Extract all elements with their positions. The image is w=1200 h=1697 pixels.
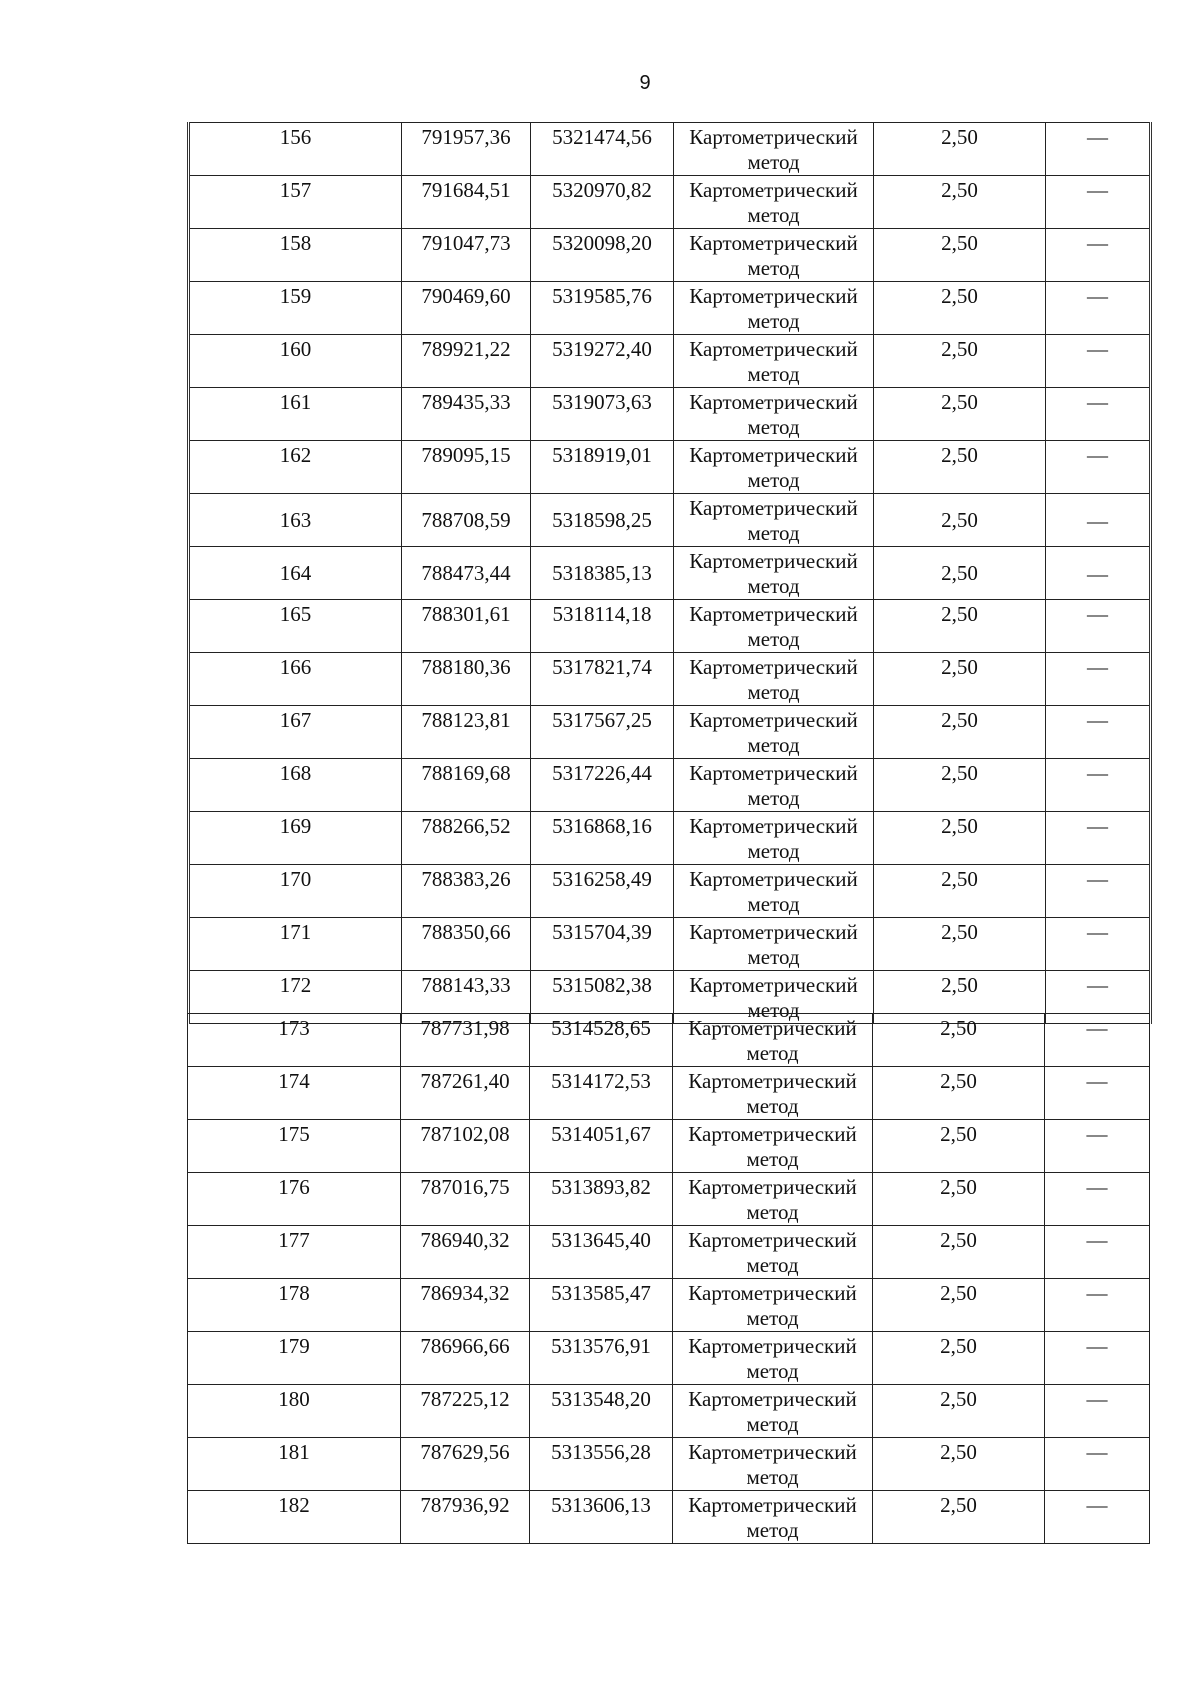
coord-x-cell: 789095,15: [402, 441, 531, 494]
accuracy-cell: 2,50: [873, 1014, 1045, 1067]
coord-x-cell: 791047,73: [402, 229, 531, 282]
table-row: [189, 706, 1151, 759]
method-cell: Картометрический метод: [674, 335, 874, 388]
coord-x-cell: 788301,61: [402, 600, 531, 653]
description-cell: —: [1046, 653, 1151, 706]
point-number-cell: 180: [188, 1385, 401, 1438]
coord-y-cell: 5318919,01: [531, 441, 674, 494]
method-cell: Картометрический метод: [673, 1226, 873, 1279]
description-cell: —: [1046, 388, 1151, 441]
table-row: [189, 176, 1151, 229]
coord-x-cell: 787102,08: [401, 1120, 530, 1173]
table-row: [189, 812, 1151, 865]
table-row: [189, 918, 1151, 971]
point-number-cell: 162: [189, 441, 402, 494]
coord-y-cell: 5317567,25: [531, 706, 674, 759]
table-row: [188, 1332, 1150, 1385]
table-row: [189, 494, 1151, 547]
point-number-cell: 157: [189, 176, 402, 229]
coord-x-cell: 788266,52: [402, 812, 531, 865]
table-row: [188, 1438, 1150, 1491]
method-cell: Картометрический метод: [674, 865, 874, 918]
coord-x-cell: 788473,44: [402, 547, 531, 600]
method-cell: Картометрический метод: [674, 123, 874, 176]
accuracy-cell: 2,50: [874, 706, 1046, 759]
coord-y-cell: 5314051,67: [530, 1120, 673, 1173]
point-number-cell: 170: [189, 865, 402, 918]
point-number-cell: 166: [189, 653, 402, 706]
coord-y-cell: 5320098,20: [531, 229, 674, 282]
method-cell: Картометрический метод: [673, 1120, 873, 1173]
coord-y-cell: 5313606,13: [530, 1491, 673, 1544]
coord-x-cell: 787629,56: [401, 1438, 530, 1491]
point-number-cell: 173: [188, 1014, 401, 1067]
method-cell: Картометрический метод: [674, 547, 874, 600]
point-number-cell: 161: [189, 388, 402, 441]
method-cell: Картометрический метод: [673, 1279, 873, 1332]
method-cell: Картометрический метод: [674, 441, 874, 494]
description-cell: —: [1046, 282, 1151, 335]
accuracy-cell: 2,50: [873, 1491, 1045, 1544]
table-row: [188, 1385, 1150, 1438]
description-cell: —: [1046, 547, 1151, 600]
table-row: [189, 653, 1151, 706]
point-number-cell: 167: [189, 706, 402, 759]
point-number-cell: 158: [189, 229, 402, 282]
point-number-cell: 182: [188, 1491, 401, 1544]
accuracy-cell: 2,50: [874, 918, 1046, 971]
coord-x-cell: 787225,12: [401, 1385, 530, 1438]
table-row: [188, 1120, 1150, 1173]
method-cell: Картометрический метод: [674, 706, 874, 759]
description-cell: —: [1045, 1438, 1150, 1491]
table-row: [189, 123, 1151, 176]
description-cell: —: [1046, 229, 1151, 282]
method-cell: Картометрический метод: [673, 1385, 873, 1438]
accuracy-cell: 2,50: [874, 176, 1046, 229]
accuracy-cell: 2,50: [874, 759, 1046, 812]
accuracy-cell: 2,50: [873, 1438, 1045, 1491]
accuracy-cell: 2,50: [873, 1067, 1045, 1120]
description-cell: —: [1046, 123, 1151, 176]
method-cell: Картометрический метод: [674, 229, 874, 282]
description-cell: —: [1045, 1173, 1150, 1226]
accuracy-cell: 2,50: [873, 1385, 1045, 1438]
accuracy-cell: 2,50: [874, 441, 1046, 494]
coord-y-cell: 5313576,91: [530, 1332, 673, 1385]
accuracy-cell: 2,50: [874, 388, 1046, 441]
coord-y-cell: 5318385,13: [531, 547, 674, 600]
method-cell: Картометрический метод: [674, 653, 874, 706]
description-cell: —: [1046, 865, 1151, 918]
coord-y-cell: 5313645,40: [530, 1226, 673, 1279]
coordinates-table-top: [187, 122, 1152, 1024]
accuracy-cell: 2,50: [874, 282, 1046, 335]
description-cell: —: [1045, 1491, 1150, 1544]
table-row: [188, 1067, 1150, 1120]
method-cell: Картометрический метод: [674, 600, 874, 653]
description-cell: —: [1046, 759, 1151, 812]
coord-x-cell: 786966,66: [401, 1332, 530, 1385]
coord-x-cell: 788123,81: [402, 706, 531, 759]
coord-y-cell: 5319585,76: [531, 282, 674, 335]
accuracy-cell: 2,50: [874, 123, 1046, 176]
table-row: [189, 547, 1151, 600]
coord-x-cell: 791684,51: [402, 176, 531, 229]
coord-y-cell: 5321474,56: [531, 123, 674, 176]
table-row: [188, 1014, 1150, 1067]
method-cell: Картометрический метод: [673, 1332, 873, 1385]
description-cell: —: [1046, 706, 1151, 759]
table-row: [188, 1491, 1150, 1544]
coord-x-cell: 787936,92: [401, 1491, 530, 1544]
point-number-cell: 178: [188, 1279, 401, 1332]
description-cell: —: [1045, 1067, 1150, 1120]
coord-x-cell: 787731,98: [401, 1014, 530, 1067]
coord-y-cell: 5313548,20: [530, 1385, 673, 1438]
table-row: [188, 1226, 1150, 1279]
accuracy-cell: 2,50: [874, 971, 1046, 1024]
description-cell: —: [1046, 971, 1151, 1024]
method-cell: Картометрический метод: [674, 494, 874, 547]
accuracy-cell: 2,50: [873, 1173, 1045, 1226]
coord-y-cell: 5314172,53: [530, 1067, 673, 1120]
coord-y-cell: 5315082,38: [531, 971, 674, 1024]
description-cell: —: [1045, 1226, 1150, 1279]
point-number-cell: 159: [189, 282, 402, 335]
method-cell: Картометрический метод: [673, 1173, 873, 1226]
coord-y-cell: 5316258,49: [531, 865, 674, 918]
coord-y-cell: 5320970,82: [531, 176, 674, 229]
method-cell: Картометрический метод: [674, 812, 874, 865]
point-number-cell: 163: [189, 494, 402, 547]
description-cell: —: [1046, 918, 1151, 971]
table-row: [189, 600, 1151, 653]
coordinates-table-bottom: [187, 1013, 1150, 1544]
coord-x-cell: 788180,36: [402, 653, 531, 706]
coord-y-cell: 5313893,82: [530, 1173, 673, 1226]
point-number-cell: 160: [189, 335, 402, 388]
method-cell: Картометрический метод: [674, 918, 874, 971]
description-cell: —: [1045, 1279, 1150, 1332]
accuracy-cell: 2,50: [873, 1226, 1045, 1279]
point-number-cell: 171: [189, 918, 402, 971]
point-number-cell: 176: [188, 1173, 401, 1226]
method-cell: Картометрический метод: [673, 1438, 873, 1491]
coord-y-cell: 5315704,39: [531, 918, 674, 971]
description-cell: —: [1046, 335, 1151, 388]
coord-y-cell: 5314528,65: [530, 1014, 673, 1067]
method-cell: Картометрический метод: [674, 388, 874, 441]
coord-x-cell: 786940,32: [401, 1226, 530, 1279]
description-cell: —: [1045, 1120, 1150, 1173]
table-row: [189, 441, 1151, 494]
description-cell: —: [1045, 1385, 1150, 1438]
method-cell: Картометрический метод: [674, 282, 874, 335]
coord-x-cell: 788708,59: [402, 494, 531, 547]
point-number-cell: 169: [189, 812, 402, 865]
point-number-cell: 164: [189, 547, 402, 600]
description-cell: —: [1045, 1332, 1150, 1385]
description-cell: —: [1046, 441, 1151, 494]
coord-y-cell: 5318114,18: [531, 600, 674, 653]
point-number-cell: 168: [189, 759, 402, 812]
table-row: [188, 1279, 1150, 1332]
coord-y-cell: 5317821,74: [531, 653, 674, 706]
accuracy-cell: 2,50: [873, 1279, 1045, 1332]
coord-x-cell: 788350,66: [402, 918, 531, 971]
coord-y-cell: 5316868,16: [531, 812, 674, 865]
coord-x-cell: 791957,36: [402, 123, 531, 176]
table-row: [189, 759, 1151, 812]
description-cell: —: [1046, 600, 1151, 653]
table-row: [189, 229, 1151, 282]
coord-y-cell: 5313585,47: [530, 1279, 673, 1332]
table-row: [189, 865, 1151, 918]
description-cell: —: [1046, 176, 1151, 229]
accuracy-cell: 2,50: [874, 865, 1046, 918]
point-number-cell: 179: [188, 1332, 401, 1385]
coord-y-cell: 5319272,40: [531, 335, 674, 388]
coord-x-cell: 788169,68: [402, 759, 531, 812]
page-number: 9: [639, 72, 651, 94]
coord-x-cell: 788383,26: [402, 865, 531, 918]
accuracy-cell: 2,50: [874, 335, 1046, 388]
point-number-cell: 165: [189, 600, 402, 653]
point-number-cell: 156: [189, 123, 402, 176]
coord-x-cell: 786934,32: [401, 1279, 530, 1332]
point-number-cell: 175: [188, 1120, 401, 1173]
accuracy-cell: 2,50: [874, 547, 1046, 600]
accuracy-cell: 2,50: [873, 1332, 1045, 1385]
method-cell: Картометрический метод: [673, 1067, 873, 1120]
coord-x-cell: 787261,40: [401, 1067, 530, 1120]
method-cell: Картометрический метод: [674, 176, 874, 229]
coord-y-cell: 5319073,63: [531, 388, 674, 441]
description-cell: —: [1046, 494, 1151, 547]
table-row: [189, 282, 1151, 335]
coord-x-cell: 790469,60: [402, 282, 531, 335]
point-number-cell: 177: [188, 1226, 401, 1279]
accuracy-cell: 2,50: [874, 494, 1046, 547]
description-cell: —: [1046, 812, 1151, 865]
table-row: [189, 335, 1151, 388]
method-cell: Картометрический метод: [674, 759, 874, 812]
accuracy-cell: 2,50: [874, 653, 1046, 706]
accuracy-cell: 2,50: [874, 229, 1046, 282]
coord-x-cell: 789435,33: [402, 388, 531, 441]
point-number-cell: 174: [188, 1067, 401, 1120]
coord-y-cell: 5318598,25: [531, 494, 674, 547]
accuracy-cell: 2,50: [874, 812, 1046, 865]
accuracy-cell: 2,50: [874, 600, 1046, 653]
point-number-cell: 172: [189, 971, 402, 1024]
method-cell: Картометрический метод: [673, 1491, 873, 1544]
method-cell: Картометрический метод: [673, 1014, 873, 1067]
point-number-cell: 181: [188, 1438, 401, 1491]
coord-x-cell: 787016,75: [401, 1173, 530, 1226]
table-row: [189, 388, 1151, 441]
table-row: [188, 1173, 1150, 1226]
coord-y-cell: 5313556,28: [530, 1438, 673, 1491]
method-cell: Картометрический метод: [674, 971, 874, 1024]
description-cell: —: [1045, 1014, 1150, 1067]
coord-x-cell: 788143,33: [402, 971, 531, 1024]
coord-y-cell: 5317226,44: [531, 759, 674, 812]
coord-x-cell: 789921,22: [402, 335, 531, 388]
accuracy-cell: 2,50: [873, 1120, 1045, 1173]
